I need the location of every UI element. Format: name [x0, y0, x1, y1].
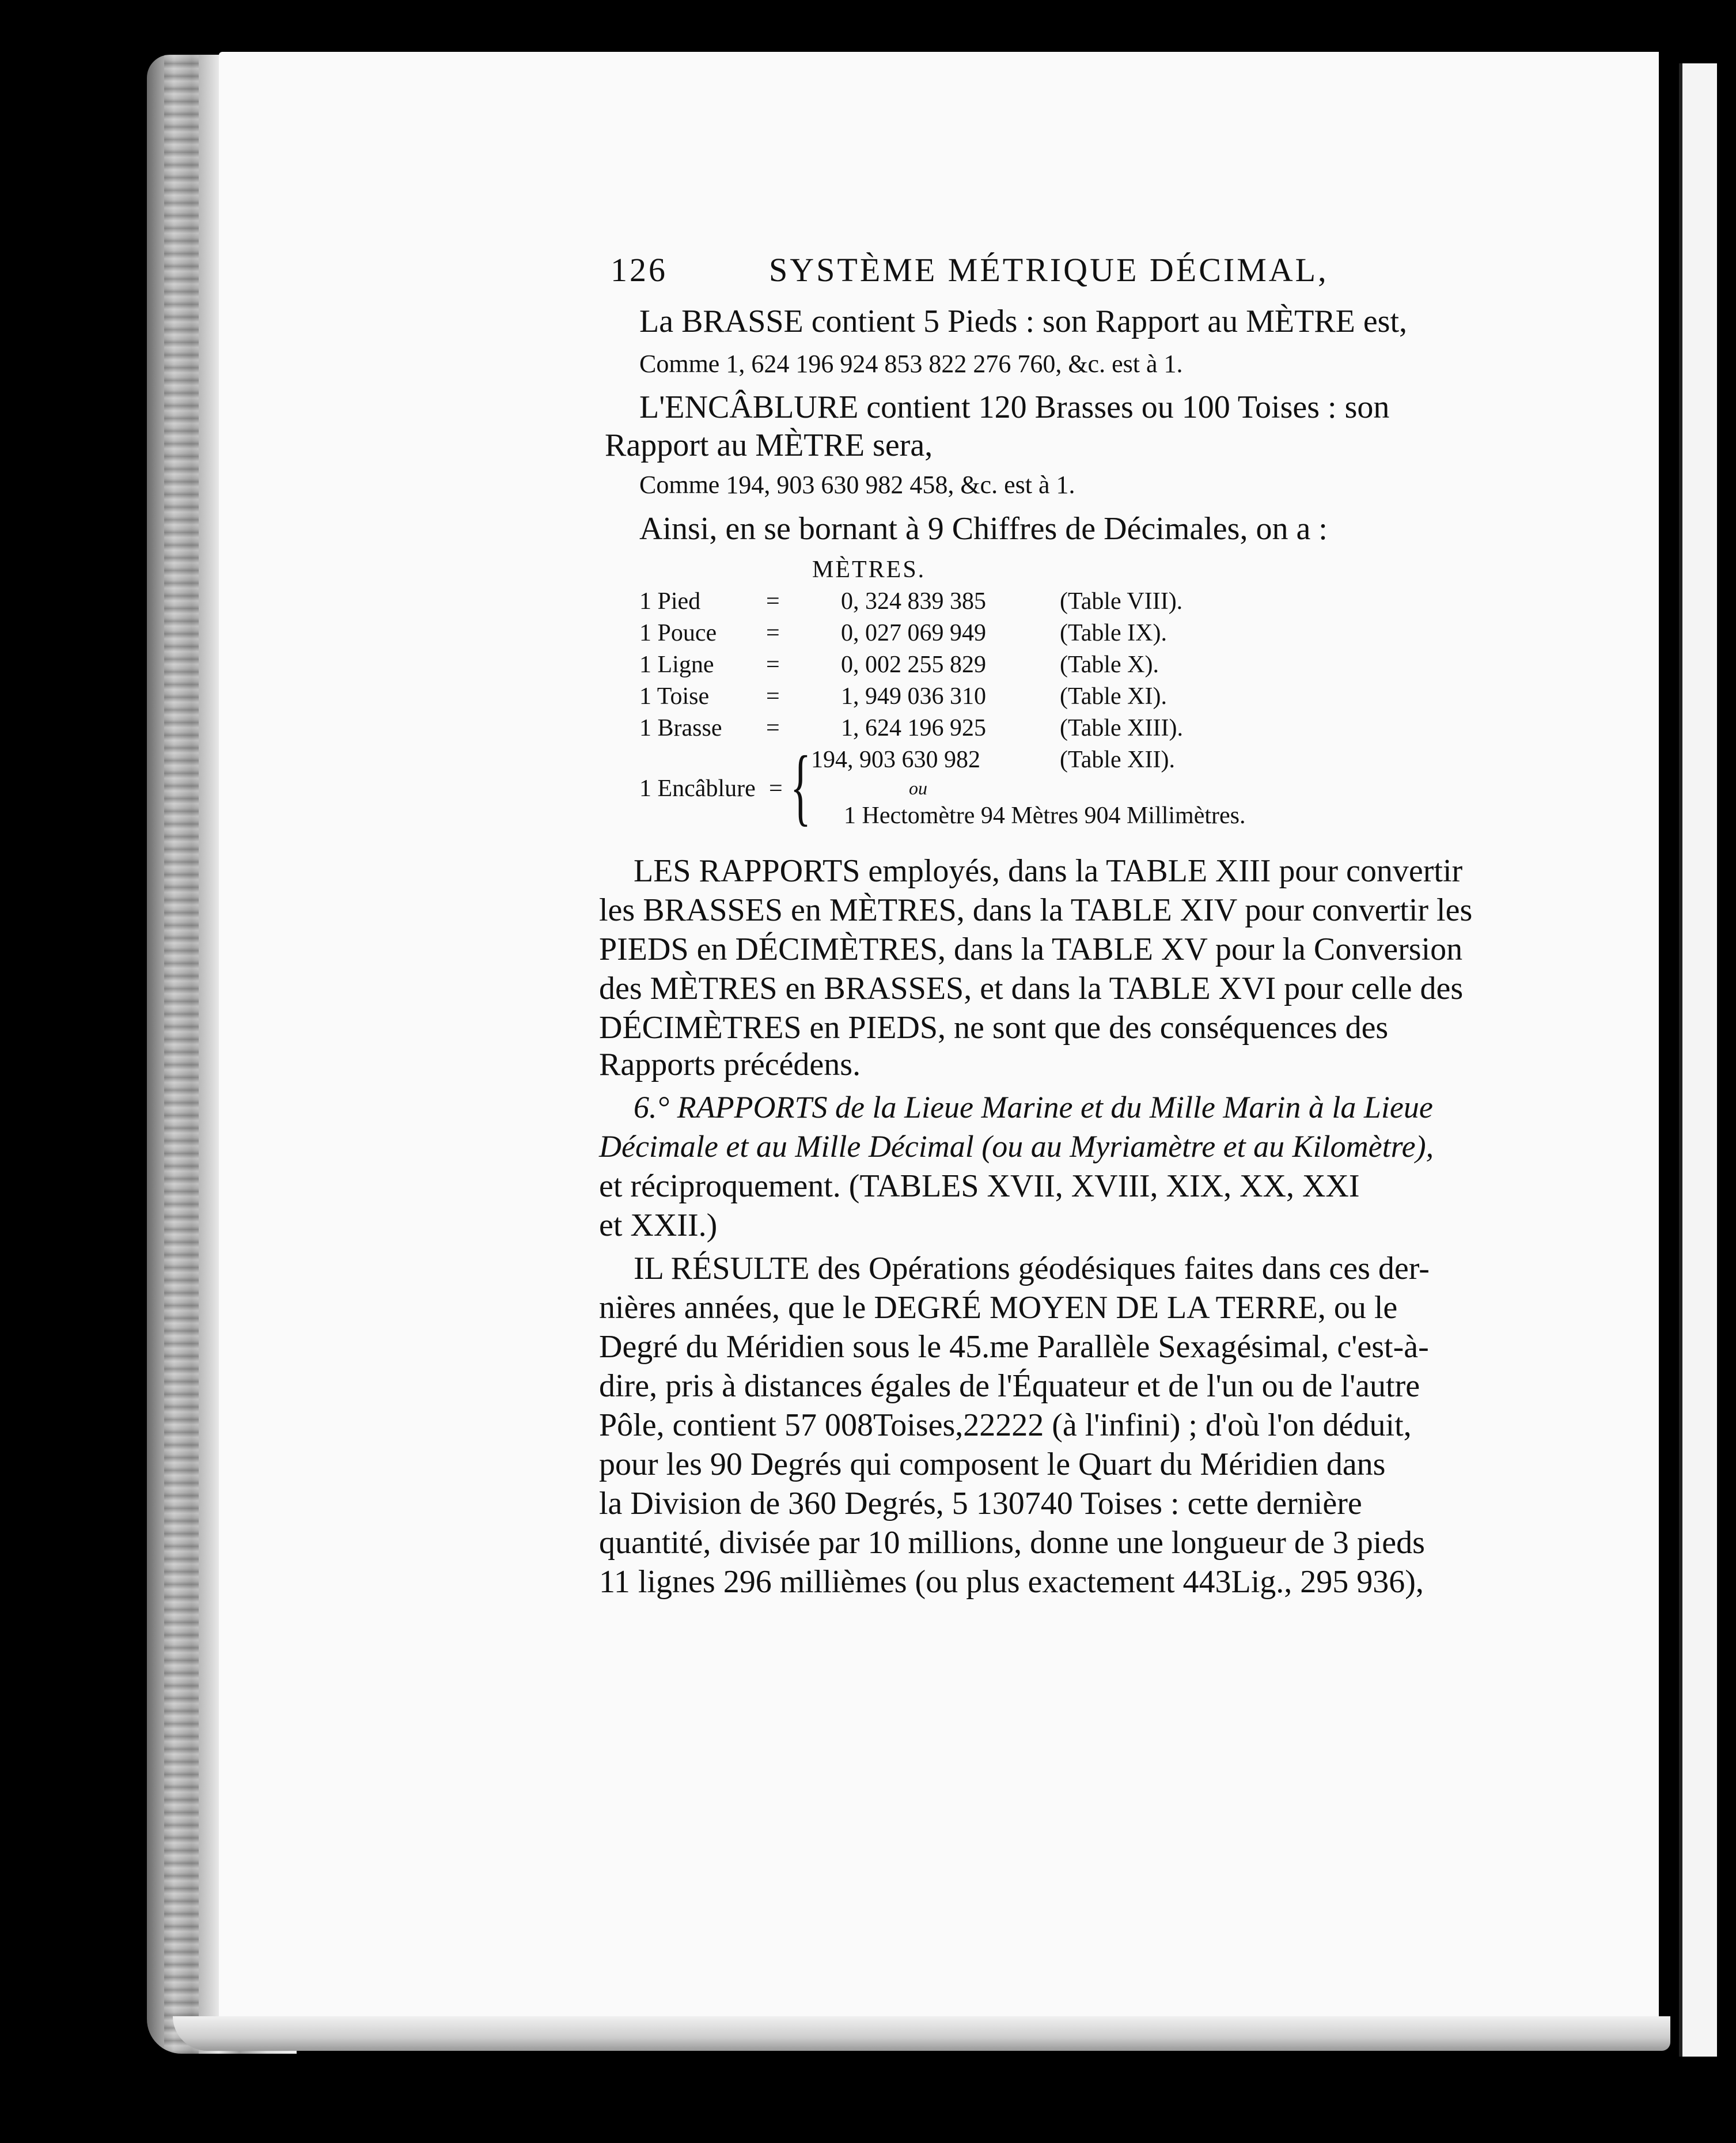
paragraph-line: IL RÉSULTE des Opérations géodésiques faites dans ces der- — [634, 1251, 1430, 1286]
table-row-ref: (Table XIII). — [1060, 715, 1183, 741]
encablure-alt: 1 Hectomètre 94 Mètres 904 Millimètres. — [844, 802, 1246, 829]
table-row-unit: 1 Pouce — [639, 620, 717, 646]
table-row-value: 1, 624 196 925 — [841, 715, 986, 741]
table-unit-header: MÈTRES. — [812, 556, 926, 583]
table-row-value: 1, 949 036 310 — [841, 683, 986, 710]
table-row-eq: = — [766, 588, 780, 615]
table-row-eq: = — [766, 715, 780, 741]
ainsi-line: Ainsi, en se bornant à 9 Chiffres de Décimales, on a : — [639, 511, 1328, 547]
paragraph-line: quantité, divisée par 10 millions, donne une longueur de 3 pieds — [599, 1525, 1425, 1561]
table-row-ref: (Table VIII). — [1060, 588, 1183, 615]
table-row-ref: (Table X). — [1060, 652, 1159, 678]
section-line: 6.° RAPPORTS de la Lieue Marine et du Mille Marin à la Lieue — [634, 1090, 1433, 1124]
encablure-line-a: L'ENCÂBLURE contient 120 Brasses ou 100 Toises : son — [639, 389, 1390, 425]
paragraph-line: Pôle, contient 57 008Toises,22222 (à l'infini) ; d'où l'on déduit, — [599, 1407, 1412, 1443]
table-row-eq: = — [766, 620, 780, 646]
brasse-ratio: Comme 1, 624 196 924 853 822 276 760, &c. est à 1. — [639, 350, 1183, 378]
table-row-eq: = — [766, 652, 780, 678]
table-row-unit: 1 Pied — [639, 588, 701, 615]
encablure-ref: (Table XII). — [1060, 747, 1175, 773]
table-row-eq: = — [766, 683, 780, 710]
paragraph-line: dire, pris à distances égales de l'Équateur et de l'un ou de l'autre — [599, 1368, 1420, 1404]
table-row-unit: 1 Toise — [639, 683, 710, 710]
running-title: SYSTÈME MÉTRIQUE DÉCIMAL, — [769, 251, 1329, 289]
table-row-value: 0, 027 069 949 — [841, 620, 986, 646]
encablure-or: ou — [909, 778, 927, 798]
paragraph-line: les BRASSES en MÈTRES, dans la TABLE XIV pour convertir les — [599, 892, 1473, 928]
curly-brace-icon: { — [790, 739, 811, 834]
table-row-unit: 1 Brasse — [639, 715, 722, 741]
paragraph-line: LES RAPPORTS employés, dans la TABLE XIII pour convertir — [634, 853, 1463, 889]
table-row-unit: 1 Ligne — [639, 652, 714, 678]
paragraph-line: nières années, que le DEGRÉ MOYEN DE LA TERRE, ou le — [599, 1290, 1398, 1326]
brasse-line: La BRASSE contient 5 Pieds : son Rapport au MÈTRE est, — [639, 304, 1408, 339]
table-row-ref: (Table IX). — [1060, 620, 1167, 646]
table-row-value: 0, 002 255 829 — [841, 652, 986, 678]
paragraph-line: DÉCIMÈTRES en PIEDS, ne sont que des conséquences des — [599, 1010, 1389, 1046]
book-bottom-edge — [173, 2016, 1670, 2051]
section-line: et XXII.) — [599, 1207, 718, 1243]
page-number: 126 — [611, 251, 668, 289]
facing-page-strip — [1679, 63, 1717, 2057]
encablure-unit: 1 Encâblure — [639, 775, 756, 802]
paragraph-line: Degré du Méridien sous le 45.me Parallèle Sexagésimal, c'est-à- — [599, 1329, 1429, 1365]
section-line: et réciproquement. (TABLES XVII, XVIII, XIX, XX, XXI — [599, 1168, 1360, 1204]
table-row-value: 0, 324 839 385 — [841, 588, 986, 615]
paragraph-line: la Division de 360 Degrés, 5 130740 Toises : cette dernière — [599, 1486, 1362, 1521]
encablure-ratio: Comme 194, 903 630 982 458, &c. est à 1. — [639, 471, 1075, 499]
encablure-value: 194, 903 630 982 — [811, 747, 980, 773]
paragraph-line: pour les 90 Degrés qui composent le Quart du Méridien dans — [599, 1447, 1386, 1482]
section-line: Décimale et au Mille Décimal (ou au Myriamètre et au Kilomètre), — [599, 1129, 1434, 1164]
paragraph-line: PIEDS en DÉCIMÈTRES, dans la TABLE XV pour la Conversion — [599, 932, 1463, 967]
paragraph-line: des MÈTRES en BRASSES, et dans la TABLE XVI pour celle des — [599, 971, 1464, 1006]
encablure-eq: = — [769, 775, 783, 802]
table-row-ref: (Table XI). — [1060, 683, 1167, 710]
encablure-line-b: Rapport au MÈTRE sera, — [605, 427, 933, 463]
paragraph-line: Rapports précédens. — [599, 1047, 861, 1082]
paragraph-line: 11 lignes 296 millièmes (ou plus exactement 443Lig., 295 936), — [599, 1564, 1424, 1600]
